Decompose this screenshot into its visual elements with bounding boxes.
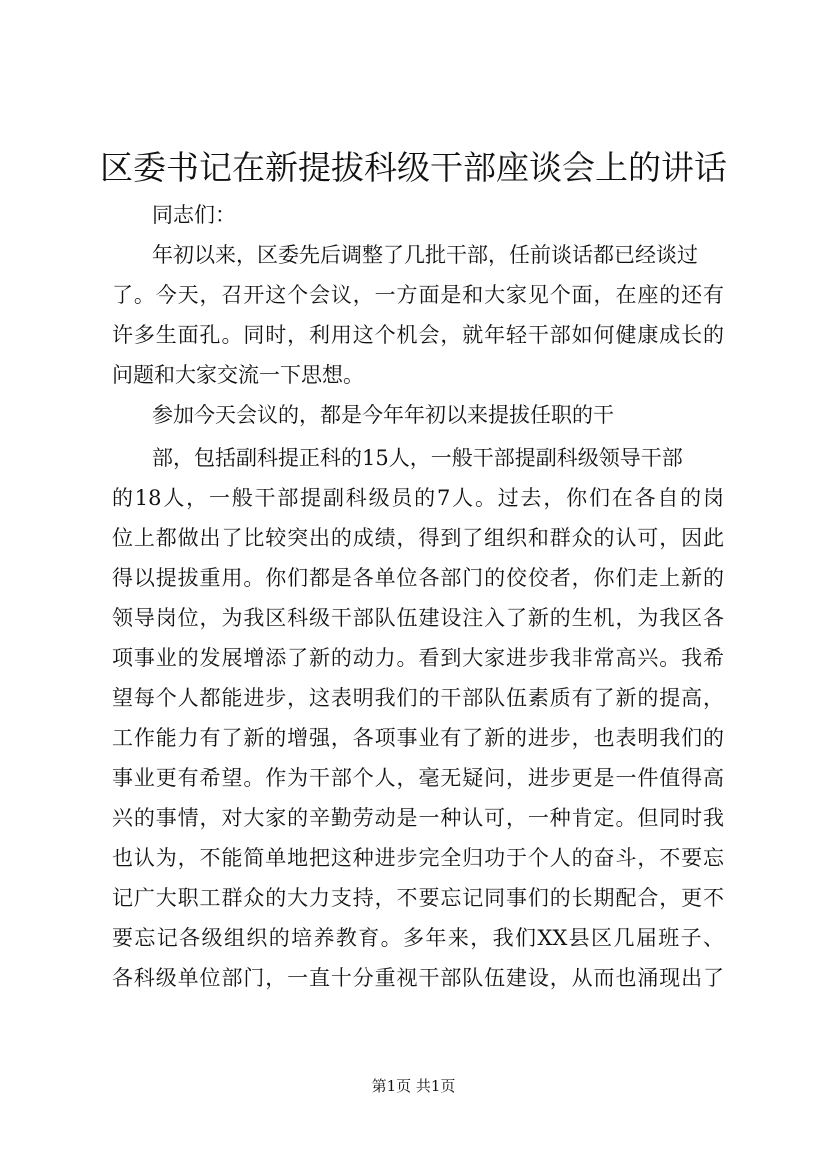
body-line: 得以提拔重用。你们都是各单位各部门的佼佼者，你们走上新的 xyxy=(112,566,724,590)
body-line: 了。今天，召开这个会议，一方面是和大家见个面，在座的还有 xyxy=(112,283,724,307)
body-line: 各科级单位部门，一直十分重视干部队伍建设，从而也涌现出了 xyxy=(112,966,724,990)
body-line: 兴的事情，对大家的辛勤劳动是一种认可，一种肯定。但同时我 xyxy=(112,806,724,830)
body-line: 事业更有希望。作为干部个人，毫无疑问，进步更是一件值得高 xyxy=(112,766,724,790)
body-line: 也认为，不能简单地把这种进步完全归功于个人的奋斗，不要忘 xyxy=(112,846,724,870)
body-line: 位上都做出了比较突出的成绩，得到了组织和群众的认可，因此 xyxy=(112,526,724,550)
body-line: 领导岗位，为我区科级干部队伍建设注入了新的生机，为我区各 xyxy=(112,606,724,630)
page-footer: 第1页 共1页 xyxy=(371,1077,456,1095)
document-title: 区委书记在新提拔科级干部座谈会上的讲话 xyxy=(100,148,727,187)
body-line: 问题和大家交流一下思想。 xyxy=(112,363,364,387)
body-line: 项事业的发展增添了新的动力。看到大家进步我非常高兴。我希 xyxy=(112,646,724,670)
body-line: 许多生面孔。同时，利用这个机会，就年轻干部如何健康成长的 xyxy=(112,323,724,347)
salutation: 同志们： xyxy=(152,203,236,227)
body-line: 望每个人都能进步，这表明我们的干部队伍素质有了新的提高， xyxy=(112,686,724,710)
body-line: 记广大职工群众的大力支持，不要忘记同事们的长期配合，更不 xyxy=(112,886,724,910)
body-line: 参加今天会议的，都是今年年初以来提拔任职的干 xyxy=(152,403,614,427)
body-line: 工作能力有了新的增强，各项事业有了新的进步，也表明我们的 xyxy=(112,726,724,750)
body-line: 的18人，一般干部提副科级员的7人。过去，你们在各自的岗 xyxy=(112,486,724,510)
body-line: 要忘记各级组织的培养教育。多年来，我们XX县区几届班子、 xyxy=(112,926,724,950)
body-line: 年初以来，区委先后调整了几批干部，任前谈话都已经谈过 xyxy=(152,243,698,267)
body-line: 部，包括副科提正科的15人，一般干部提副科级领导干部 xyxy=(152,446,683,470)
